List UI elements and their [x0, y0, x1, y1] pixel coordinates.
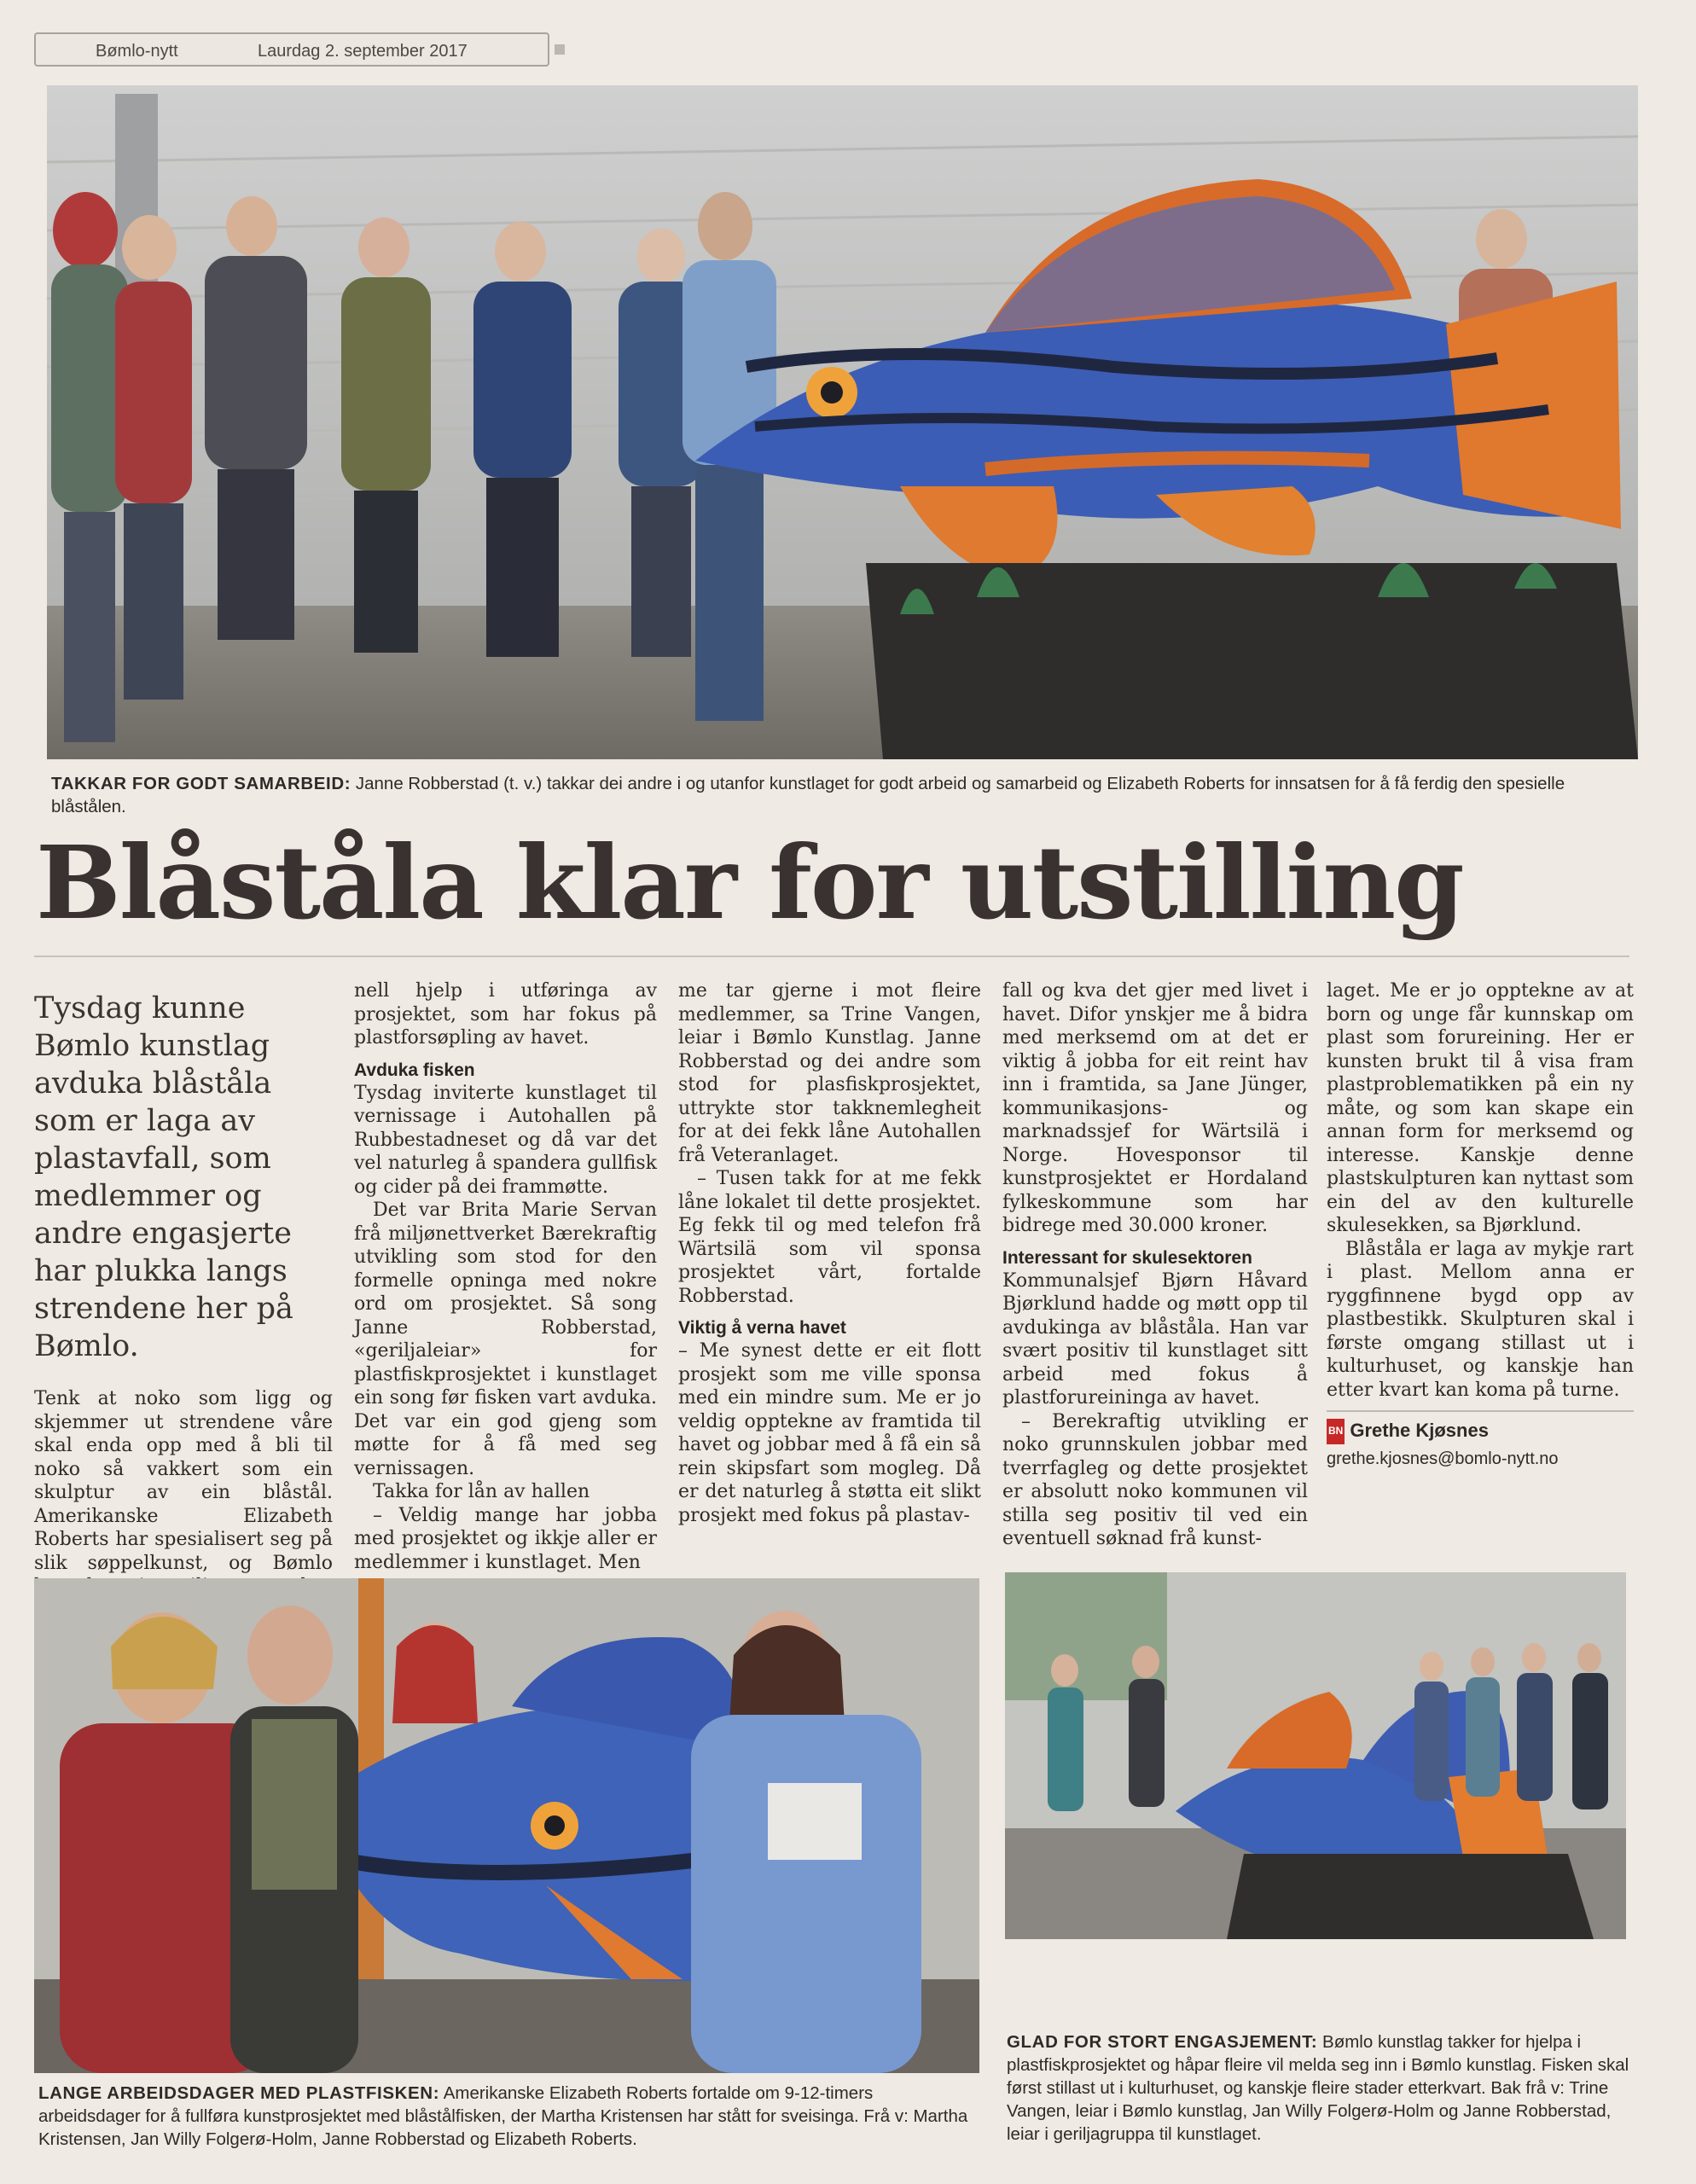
header-marker — [555, 44, 565, 55]
article-column-3 — [678, 979, 981, 1527]
photo-four-people-with-fish — [34, 1578, 979, 2073]
body-paragraph: Blåståla er laga av mykje rart i plast. Mellom anna er ryggfinnene bygd opp av plastbestikk. Skulpturen skal i første omgang stillast ut i kulturhuset, og kanskje han etter kvart kan koma på turne. — [1327, 1238, 1634, 1401]
body-paragraph: Tenk at noko som ligg og skjemmer ut strendene våre skal enda opp med å bli til noko så vakkert som ein skulptur av ein blåstål. Amerikanske Elizabeth Roberts har spesialisert seg på slik søppelkunst, og Bømlo — [34, 1388, 333, 1574]
article-headline: Blåståla klar for utstilling — [36, 823, 1463, 942]
page-header — [34, 32, 549, 67]
caption-text: Bømlo kunstlag takker for hjelpa i plastfiskprosjektet og håpar fleire vil melda seg inn i Bømlo kunstlag. Fisken skal først stillast ut i kulturhuset, og kanskje fleire stader etterkvart. Bak frå v: Trine Vangen, leiar i Bømlo kunstlag, Jan Willy Folgerø-Holm og Janne Robberstad, leiar i geriljagruppa til kunstlaget. — [1007, 2032, 1629, 2144]
body-paragraph: laget. Me er jo opptekne av at born og unge får kunnskap om plast som forureining. Her er kunsten brukt til å visa fram plastproblematikken på ein ny måte, og som kan skape ein annan form for merksemd og interesse. Kanskje denne plastskulpturen kan nyttast som ein del av den kulturelle skulesekken, sa Bjørklund. — [1327, 980, 1634, 1236]
caption-lead: GLAD FOR STORT ENGASJEMENT: — [1007, 2032, 1318, 2052]
top-photo-caption — [51, 772, 1629, 818]
subheading-interessant: Interessant for skulesektoren — [1002, 1247, 1252, 1268]
headline-rule — [34, 956, 1629, 957]
body-paragraph: – Me synest dette er eit flott prosjekt som me ville sponsa med ein mindre sum. Me er jo veldig opptekne av framtida til havet og jobbar med å få ein så rein skipsfart som mogleg. Då er det naturleg å støtta eit slikt prosjekt med fokus på plastav- — [678, 1340, 981, 1526]
body-paragraph: nell hjelp i utføringa av prosjektet, som har fokus på plastforsøpling av havet. — [354, 980, 657, 1048]
paper-logo-icon: BN — [1327, 1419, 1345, 1444]
article-lede: Tysdag kunne Bømlo kunstlag avduka blåståla som er laga av plastavfall, som medlemmer og andre engasjerte har plukka langs strendene her på Bømlo. — [34, 991, 293, 1363]
author-email[interactable]: grethe.kjosnes@bomlo-nytt.no — [1327, 1449, 1559, 1468]
caption-lead: LANGE ARBEIDSDAGER MED PLASTFISKEN: — [38, 2083, 440, 2103]
caption-lead: TAKKAR FOR GODT SAMARBEID: — [51, 774, 351, 793]
article-column-1 — [34, 990, 333, 1622]
caption-text: Amerikanske Elizabeth Roberts fortalde om 9-12-timers arbeidsdager for å fullføra kunstprosjektet med blåstålfisken, der Martha Kristensen har stått for sveisinga. Frå v: Martha Kristensen, Jan Willy Folgerø-Holm, Janne Robberstad og Elizabeth Roberts. — [38, 2083, 968, 2149]
body-paragraph: me tar gjerne i mot fleire medlemmer, sa Trine Vangen, leiar i Bømlo Kunstlag. Janne Robberstad og dei andre som stod for plasfiskprosjektet, uttrykte stor takknemlegheit for at dei fekk låne Autohallen frå Veteranlaget. — [678, 980, 981, 1166]
body-paragraph: fall og kva det gjer med livet i havet. Difor ynskjer me å bidra med merksemd om at det er viktig å jobba for eit reint hav inn i framtida, sa Jane Jünger, kommunikasjons- og marknadssjef for Wärtsilä i Norge. Hovesponsor til kunstprosjektet er Hordaland fylkeskommune som har bidrege med 30.000 kroner. — [1002, 980, 1308, 1236]
photo-hall-with-fish — [1005, 1572, 1626, 1939]
subheading-viktig: Viktig å verna havet — [678, 1318, 846, 1338]
subheading-avduka: Avduka fisken — [354, 1060, 475, 1080]
body-paragraph: Kommunalsjef Bjørn Håvard Bjørklund hadde og møtt opp til avdukinga av blåståla. Han var svært positiv til kunstlaget sitt arbeid med fokus å plastforureininga av havet. — [1002, 1269, 1308, 1409]
byline — [1327, 1410, 1634, 1471]
photo-group-with-fish-sculpture — [47, 85, 1638, 759]
body-paragraph: Takka for lån av hallen — [373, 1481, 590, 1502]
issue-date: Laurdag 2. september 2017 — [258, 42, 468, 61]
body-paragraph: – Berekraftig utvikling er noko grunnskulen jobbar med tverrfagleg og dette prosjektet er absolutt noko kommunen vil stilla seg positiv til ved ein eventuell søknad frå kunst- — [1002, 1410, 1308, 1549]
bottom-left-photo-caption — [38, 2082, 977, 2151]
article-column-5 — [1327, 979, 1634, 1471]
author-name: Grethe Kjøsnes — [1350, 1420, 1489, 1441]
paper-name: Bømlo-nytt — [96, 42, 178, 61]
body-paragraph: Det var Brita Marie Servan frå miljønettverket Bærekraftig utvikling som stod for den formelle opninga med nokre ord om prosjektet. Så song Janne Robberstad, «geriljaleiar» for plastfiskprosjektet i kunstlaget ein song før fisken vart avduka. Det var ein god gjeng som møtte for å få med seg vernissagen. — [354, 1199, 657, 1479]
article-column-2 — [354, 979, 657, 1574]
caption-text: Janne Robberstad (t. v.) takkar dei andre i og utanfor kunstlaget for godt arbeid og samarbeid og Elizabeth Roberts for innsatsen for å få ferdig den spesielle blåstålen. — [51, 774, 1565, 816]
body-paragraph: – Veldig mange har jobba med prosjektet og ikkje aller er medlemmer i kunstlaget. Men — [354, 1504, 657, 1573]
body-paragraph: – Tusen takk for at me fekk låne lokalet til dette prosjektet. Eg fekk til og med telefon frå Wärtsilä som vil sponsa prosjektet vårt, fortalde Robberstad. — [678, 1168, 981, 1307]
bottom-right-photo-caption — [1007, 2030, 1629, 2146]
body-paragraph: Tysdag inviterte kunstlaget til vernissage i Autohallen på Rubbestadneset og då var det vel naturleg å spandera gullfisk og cider på dei frammøtte. — [354, 1082, 657, 1198]
article-column-4 — [1002, 979, 1308, 1551]
